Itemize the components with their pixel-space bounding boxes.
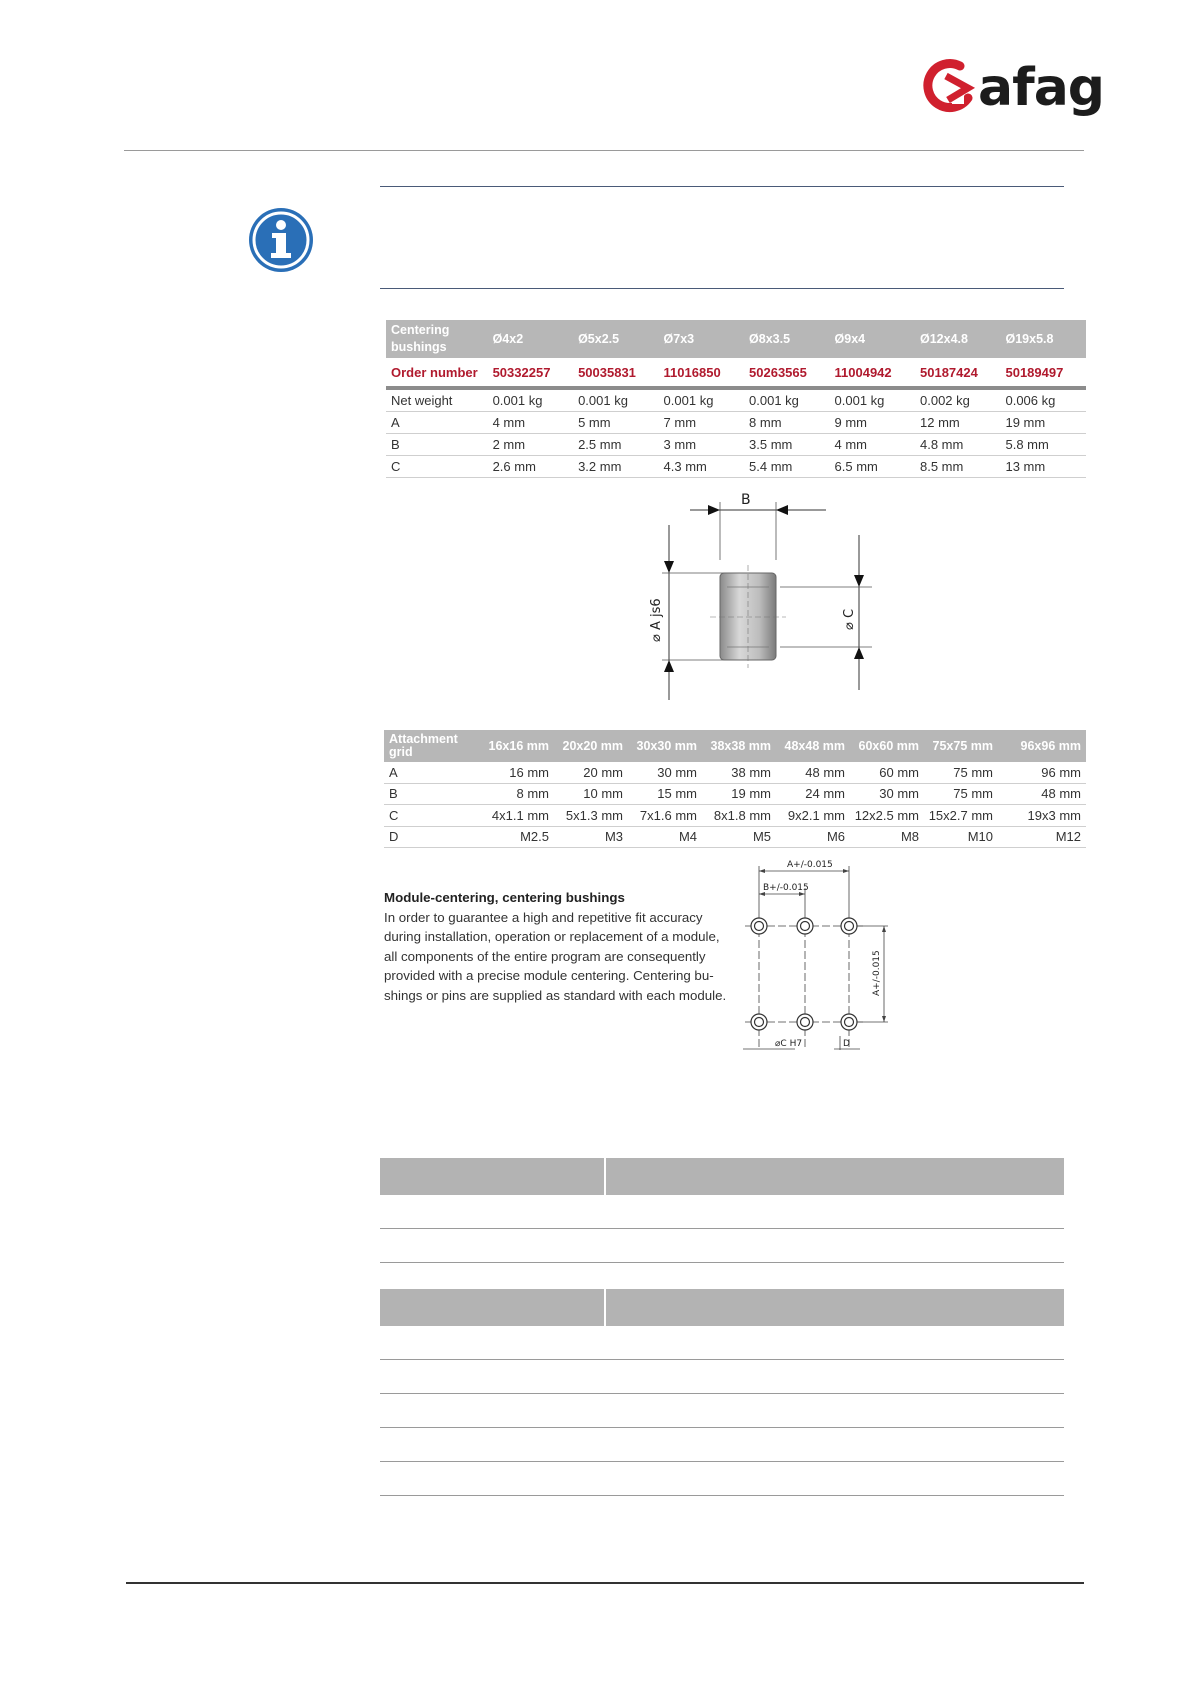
dim-a-label: ⌀ A js6 [649, 598, 664, 642]
table-cell: 13 mm [1000, 456, 1086, 478]
table-cell: 75 mm [924, 762, 998, 783]
table-cell: M2.5 [480, 826, 554, 848]
table-header-row [380, 1158, 1064, 1195]
table-header-row [386, 320, 1086, 358]
table-cell: 5.4 mm [744, 456, 829, 478]
row-label: A [384, 762, 480, 783]
column-header: Ø19x5.8 [1000, 320, 1086, 358]
table-cell: 3.2 mm [573, 456, 658, 478]
table-cell: 4 mm [830, 434, 915, 456]
column-header: 20x20 mm [554, 730, 628, 762]
order-number: 11016850 [663, 364, 721, 380]
table-cell: 5x1.3 mm [554, 805, 628, 827]
column-header: 30x30 mm [628, 730, 702, 762]
column-header: 48x48 mm [776, 730, 850, 762]
table-cell: 15 mm [628, 783, 702, 805]
column-header: Ø5x2.5 [573, 320, 658, 358]
table-cell: 0.002 kg [915, 388, 1000, 412]
table-cell: 15x2.7 mm [924, 805, 998, 827]
header-cell [380, 1158, 604, 1195]
table-cell: 4.8 mm [915, 434, 1000, 456]
table-cell: M3 [554, 826, 628, 848]
table-row [380, 1195, 1064, 1229]
table-row [380, 1394, 1064, 1428]
table-row [386, 388, 1086, 412]
table-cell: 30 mm [850, 783, 924, 805]
table-row [386, 412, 1086, 434]
footer-rule [126, 1582, 1084, 1584]
table-cell: M12 [998, 826, 1086, 848]
table-cell: 0.001 kg [488, 388, 573, 412]
header-cell [380, 1289, 604, 1326]
column-header: Ø9x4 [830, 320, 915, 358]
row-label: C [386, 456, 488, 478]
header-cell [606, 1158, 1064, 1195]
table-cell: 2.5 mm [573, 434, 658, 456]
order-number: 11004942 [834, 364, 892, 380]
table-cell: 4 mm [488, 412, 573, 434]
dim-c-label: ⌀ C [842, 608, 857, 630]
description-line: In order to guarantee a high and repetitive fit accuracy [384, 909, 703, 925]
description-line: provided with a precise module centering. Centering bu- [384, 968, 714, 984]
table-cell: 10 mm [554, 783, 628, 805]
table-cell: M6 [776, 826, 850, 848]
table-cell: 12 mm [915, 412, 1000, 434]
table-row [380, 1360, 1064, 1394]
header-cell [606, 1289, 1064, 1326]
row-label: D [384, 826, 480, 848]
table-cell: M8 [850, 826, 924, 848]
table-cell: 7 mm [659, 412, 744, 434]
column-header: 16x16 mm [480, 730, 554, 762]
table-cell: 5.8 mm [1000, 434, 1086, 456]
table-cell: M10 [924, 826, 998, 848]
table-cell: 30 mm [628, 762, 702, 783]
table-cell: 96 mm [998, 762, 1086, 783]
table-row [384, 783, 1086, 805]
table-cell: M4 [628, 826, 702, 848]
table-row [380, 1229, 1064, 1263]
dim-b-label: B [741, 492, 751, 508]
row-label: Net weight [386, 388, 488, 412]
table-cell: 0.001 kg [573, 388, 658, 412]
column-header: Ø8x3.5 [744, 320, 829, 358]
row-label: A [386, 412, 488, 434]
dim-b-label: B+/-0.015 [763, 883, 809, 893]
order-number-row [386, 358, 1086, 388]
table-cell: 48 mm [776, 762, 850, 783]
table-cell: 0.001 kg [659, 388, 744, 412]
row-label: B [384, 783, 480, 805]
column-header: 75x75 mm [924, 730, 998, 762]
table-cell: M5 [702, 826, 776, 848]
description-line: during installation, operation or replacement of a module, [384, 929, 720, 945]
info-icon [247, 206, 315, 274]
table-row [380, 1462, 1064, 1496]
table-cell: 9 mm [830, 412, 915, 434]
note-top-rule [380, 186, 1064, 187]
table-row [384, 826, 1086, 848]
table-cell: 2 mm [488, 434, 573, 456]
dim-d-label: D [843, 1039, 850, 1049]
dim-a-label: A+/-0.015 [787, 860, 833, 870]
table-row [386, 456, 1086, 478]
table-header-row [380, 1289, 1064, 1326]
table-cell: 0.001 kg [830, 388, 915, 412]
dim-a-vertical-label: A+/-0.015 [872, 950, 882, 996]
table-cell: 5 mm [573, 412, 658, 434]
description-title: Module-centering, centering bushings [384, 890, 625, 905]
table-cell: 12x2.5 mm [850, 805, 924, 827]
order-number: 50189497 [1005, 364, 1064, 380]
mounting-holes [751, 918, 857, 1030]
table-row [386, 434, 1086, 456]
table-cell: 3 mm [659, 434, 744, 456]
row-label: B [386, 434, 488, 456]
order-number: 50263565 [749, 364, 807, 380]
row-label: Order number [391, 364, 478, 380]
table-cell: 24 mm [776, 783, 850, 805]
attachment-grid-table [384, 730, 1086, 848]
table-cell: 75 mm [924, 783, 998, 805]
table-cell: 19 mm [1000, 412, 1086, 434]
table-row [380, 1428, 1064, 1462]
dim-c-label: ⌀C H7 [775, 1039, 803, 1049]
header-rule [124, 150, 1084, 151]
bushing-drawing [640, 490, 880, 710]
table-cell: 16 mm [480, 762, 554, 783]
table-cell: 8x1.8 mm [702, 805, 776, 827]
table-cell: 6.5 mm [830, 456, 915, 478]
column-header: 38x38 mm [702, 730, 776, 762]
table-header-row [384, 730, 1086, 762]
table-cell: 4.3 mm [659, 456, 744, 478]
attachment-grid-drawing [735, 858, 980, 1058]
order-number: 50332257 [492, 364, 551, 380]
table-cell: 8.5 mm [915, 456, 1000, 478]
table-cell: 2.6 mm [488, 456, 573, 478]
table-cell: 8 mm [480, 783, 554, 805]
description-line: all components of the entire program are consequently [384, 948, 706, 964]
table-cell: 0.001 kg [744, 388, 829, 412]
table-cell: 19x3 mm [998, 805, 1086, 827]
column-header: Attachment grid [384, 730, 480, 762]
table-cell: 8 mm [744, 412, 829, 434]
order-number: 50035831 [578, 364, 636, 380]
column-header: Ø4x2 [488, 320, 573, 358]
table-row [380, 1326, 1064, 1360]
table-row [384, 762, 1086, 783]
centering-description [384, 888, 734, 1006]
table-cell: 38 mm [702, 762, 776, 783]
table-cell: 20 mm [554, 762, 628, 783]
column-header: Ø12x4.8 [915, 320, 1000, 358]
table-cell: 19 mm [702, 783, 776, 805]
table-cell: 4x1.1 mm [480, 805, 554, 827]
brand-name: afag [978, 58, 1105, 118]
description-line: shings or pins are supplied as standard with each module. [384, 987, 727, 1003]
column-header: 60x60 mm [850, 730, 924, 762]
table-cell: 3.5 mm [744, 434, 829, 456]
column-header: Ø7x3 [659, 320, 744, 358]
order-number: 50187424 [920, 364, 978, 380]
column-header: Centering bushings [386, 320, 488, 358]
row-label: C [384, 805, 480, 827]
note-bottom-rule [380, 288, 1064, 289]
empty-table-1 [380, 1158, 1064, 1263]
table-cell: 48 mm [998, 783, 1086, 805]
table-cell: 7x1.6 mm [628, 805, 702, 827]
table-cell: 60 mm [850, 762, 924, 783]
empty-table-2 [380, 1289, 1064, 1496]
centering-bushings-table [386, 320, 1086, 478]
table-cell: 9x2.1 mm [776, 805, 850, 827]
table-row [384, 805, 1086, 827]
table-cell: 0.006 kg [1000, 388, 1086, 412]
column-header: 96x96 mm [998, 730, 1086, 762]
